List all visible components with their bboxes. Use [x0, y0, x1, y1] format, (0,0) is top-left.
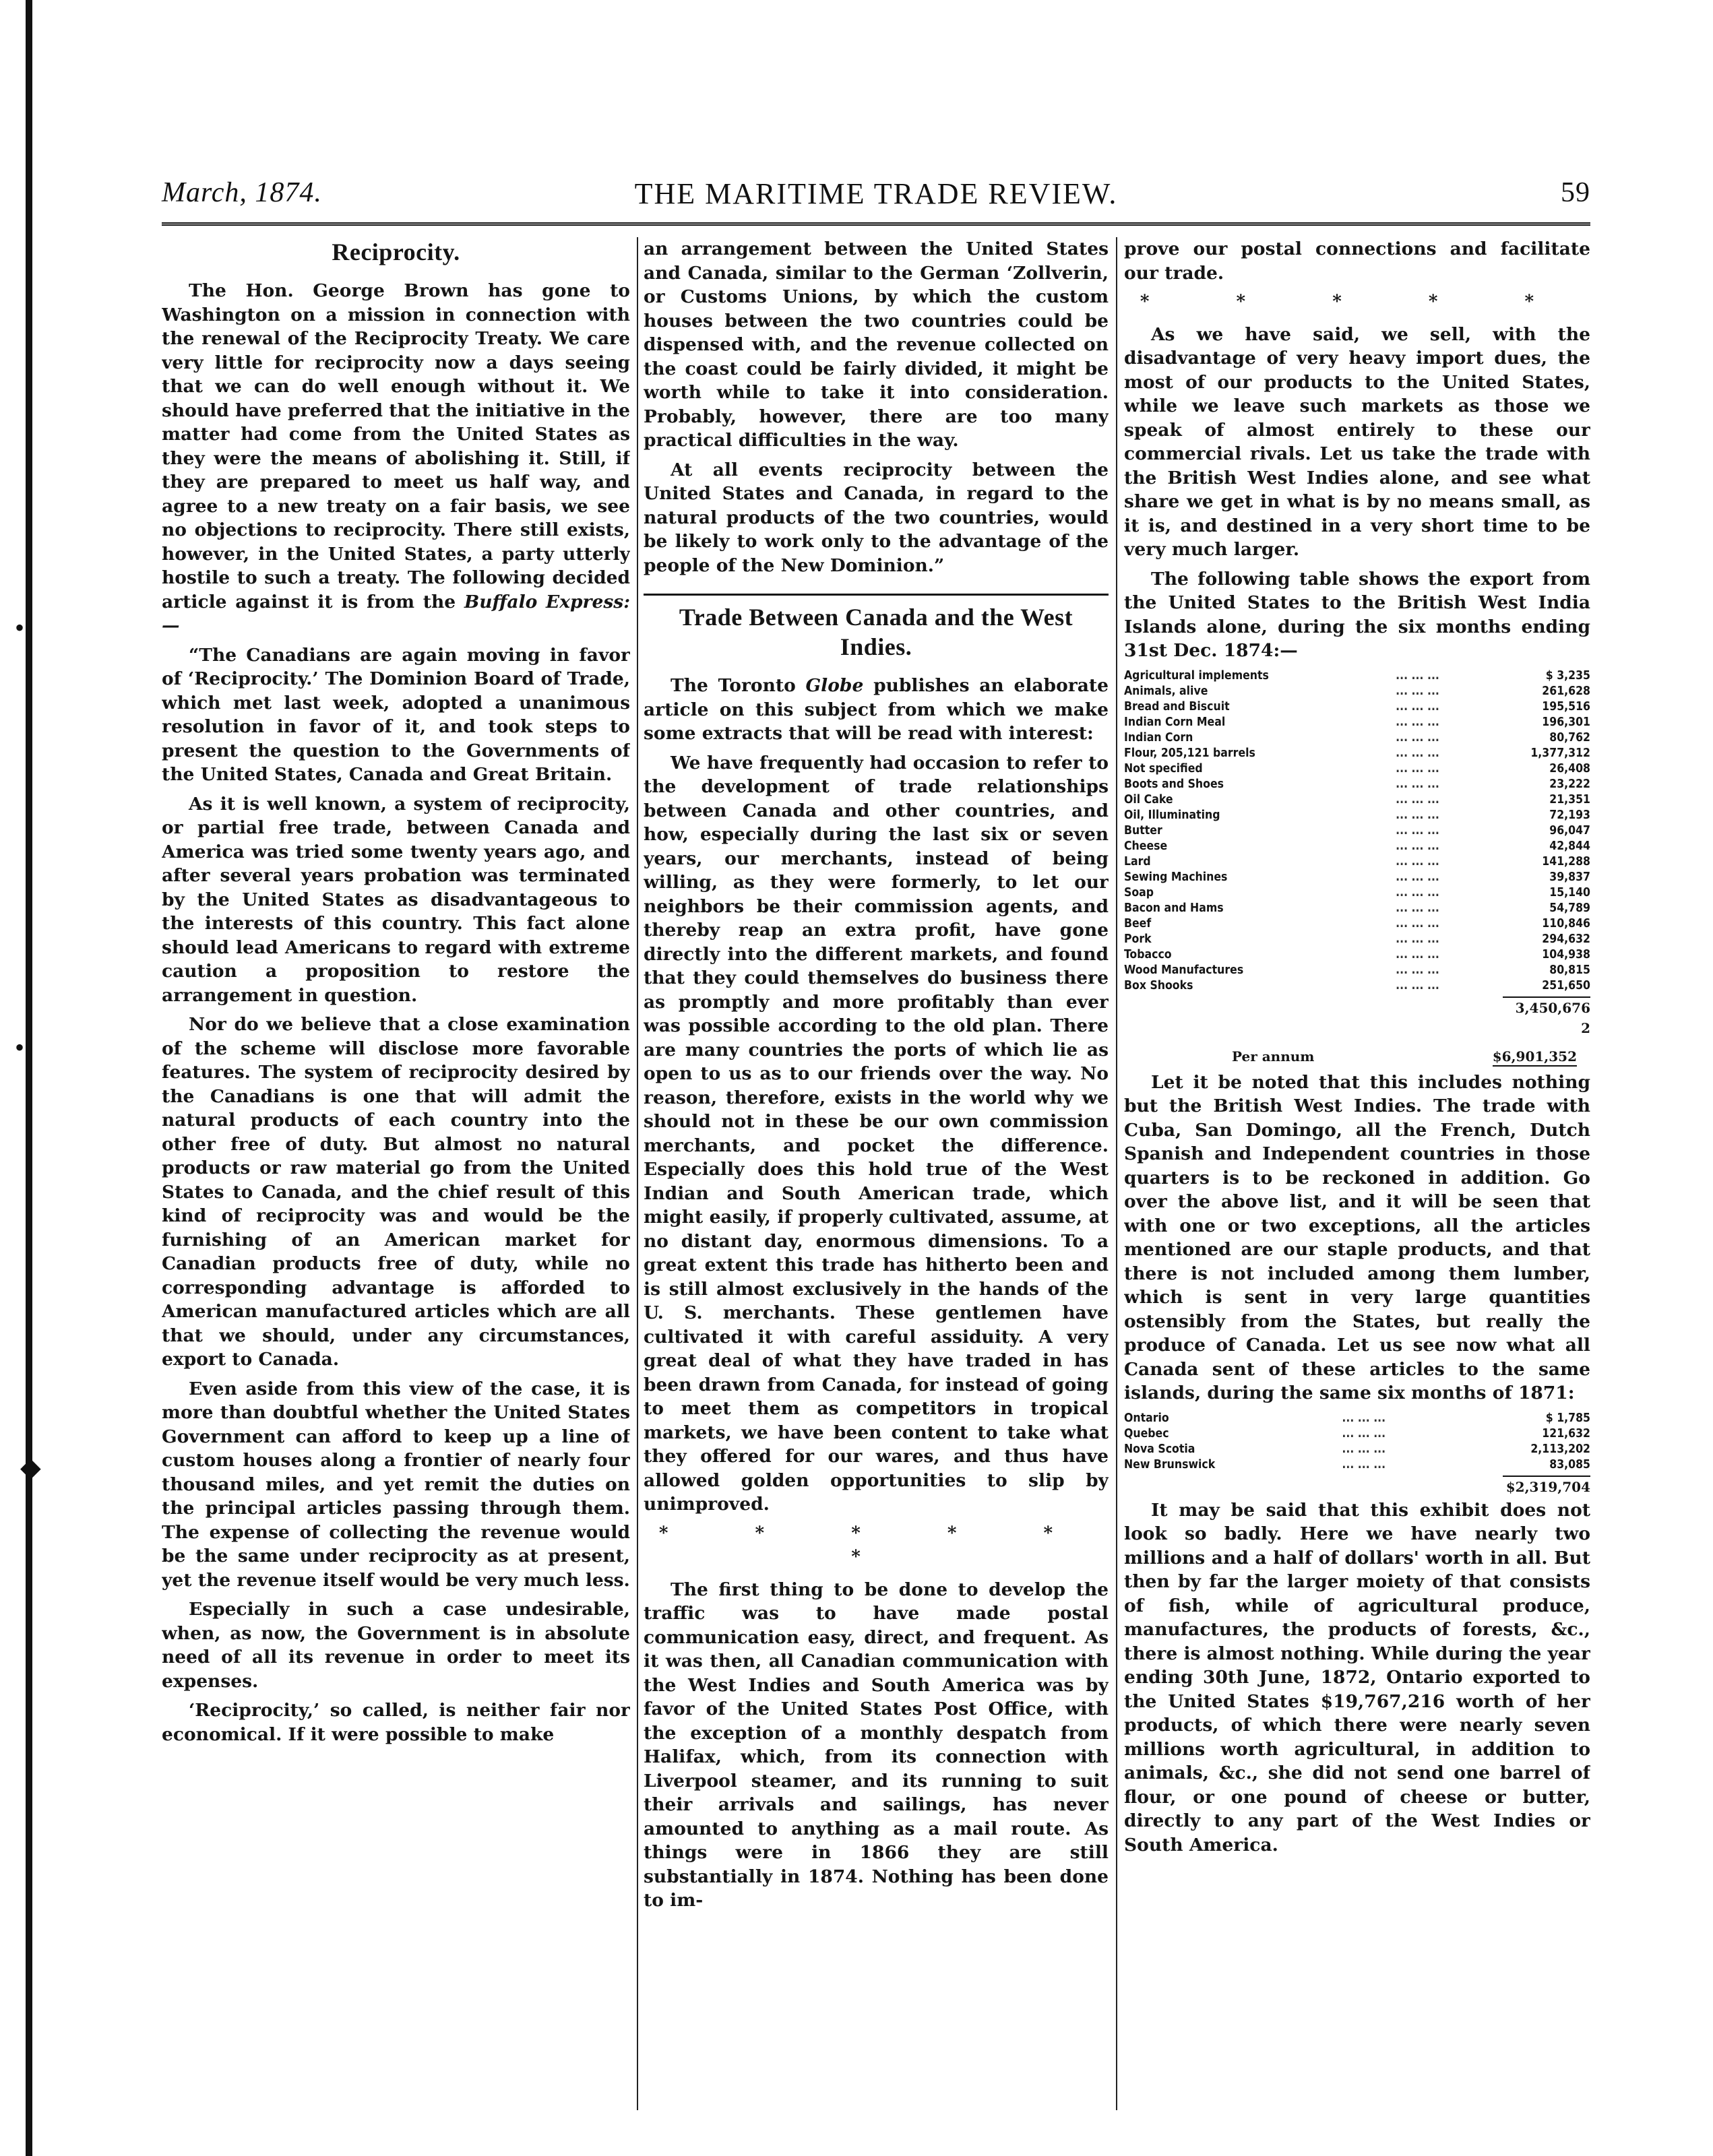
article-column-2 [644, 237, 1109, 2110]
row-value: 80,815 [1549, 963, 1590, 977]
row-value: 80,762 [1549, 730, 1590, 744]
row-value: 21,351 [1549, 792, 1590, 806]
row-label: Sewing Machines [1124, 870, 1228, 884]
row-label: Not specified [1124, 761, 1203, 775]
row-label: New Brunswick [1124, 1457, 1216, 1471]
leader-dots: ... ... ... [1396, 854, 1439, 868]
leader-dots: ... ... ... [1396, 870, 1439, 884]
export-row [1124, 963, 1590, 978]
province-row [1124, 1442, 1590, 1457]
row-label: Flour, 205,121 barrels [1124, 746, 1255, 760]
row-label: Lard [1124, 854, 1151, 868]
paragraph: Even aside from this view of the case, it is more than doubtful whether the United States Government can afford to keep up a line of custom houses along a frontier of nearly four thousand miles, and yet remit the duties on the principal articles passing through them. The expense of collecting the revenue would be the same under reciprocity as at present, yet the revenue itself would be very much less. [162, 1378, 630, 1591]
paragraph: Nor do we believe that a close examination of the scheme will disclose more favorable features. The system of reciprocity desired by the Canadians is one that will admit the natural products of each country into the other free of duty. But almost no natural products or raw material go from the United States to Canada, and the chief result of this kind of reciprocity was and would be the furnishing of an American market for Canadian products free of duty, while no corresponding advantage is afforded to American manufactured articles which are all that we should, under any circumstances, export to Canada. [162, 1014, 630, 1370]
canada-exports-table [1124, 1411, 1590, 1473]
export-row [1124, 684, 1590, 699]
paragraph-text: The Toronto [671, 675, 796, 696]
publication-title: THE MARITIME TRADE REVIEW. [634, 177, 1118, 210]
column-rule [637, 237, 638, 2110]
paragraph: The following table shows the export from the United States to the British West India Islands alone, during the six months ending 31st Dec. 1874:— [1124, 568, 1590, 661]
leader-dots: ... ... ... [1396, 668, 1439, 683]
export-row [1124, 777, 1590, 792]
us-exports-table [1124, 668, 1590, 994]
paragraph: As it is well known, a system of reciprocity, or partial free trade, between Canada and America was tried some twenty years ago, and after several years probation was terminated by the United States as disadvantageous to the interests of this country. This fact alone should lead Americans to regard with extreme caution a proposition to restore the arrangement in question. [162, 793, 630, 1006]
row-label: Wood Manufactures [1124, 963, 1244, 977]
issue-date: March, 1874. [162, 177, 322, 208]
leader-dots: ... ... ... [1396, 932, 1439, 946]
row-value: 23,222 [1549, 777, 1590, 791]
article-heading-reciprocity: Reciprocity. [332, 239, 460, 265]
export-row [1124, 715, 1590, 730]
export-row [1124, 916, 1590, 932]
paragraph: Let it be noted that this includes nothing but the British West Indies. The trade with Cuba, San Domingo, all the French, Dutch Spanish and Independent countries in those quarters is to be reckoned in addition. Go over the above list, and it will be seen that with one or two exceptions, all the articles mentioned are our staple products, and that there is not included among them lumber, which is sent in very large quantities ostensibly from the States, but really the produce of Canada. Let us see now what all Canada sent of these articles to the same islands, during the same six months of 1871: [1124, 1071, 1590, 1403]
leader-dots: ... ... ... [1342, 1426, 1386, 1440]
leader-dots: ... ... ... [1342, 1457, 1386, 1471]
paragraph-text: The Hon. George Brown has gone to Washington on a mission in connection with the renewal of the Reciprocity Treaty. We care very little for reciprocity now a days seeing that we can do well enough without it. We should have preferred that the initiative in the matter had come from the United States as they were the means of abolishing it. Still, if they are prepared to meet us half way, and agree to a new treaty on a fair basis, we see no objections to reciprocity. There still exists, however, in the United States, a party utterly hostile to such a treaty. The following decided article against it is from the [162, 280, 630, 612]
row-label: Ontario [1124, 1411, 1169, 1425]
row-label: Pork [1124, 932, 1152, 946]
export-row [1124, 808, 1590, 823]
row-value: 72,193 [1549, 808, 1590, 822]
row-value: 261,628 [1542, 684, 1590, 698]
exports-multiplier: 2 [1581, 1019, 1590, 1036]
row-value: 96,047 [1549, 823, 1590, 837]
paragraph: We have frequently had occasion to refer to the development of trade relationships between Canada and other countries, and how, especially during the last six or seven years, our merchants, instead of being willing, as they were formerly, to let our neighbors be their commission agents, and thereby reap an extra profit, have gone directly into the different markets, and found that they could themselves do business there as promptly and more profitably than ever was possible according to the old plan. There are many countries the ports of which lie as open to us as to our friends over the way. No reason, therefore, exists in the world why we should not in these be our own commission merchants, and pocket the difference. Especially does this hold true of the West Indian and South American trade, which might easily, if properly cultivated, assume, at no distant day, enormous dimensions. To a great extent this trade has hitherto been and is still almost exclusively in the hands of the U. S. merchants. These gentlemen have cultivated it with careful assiduity. A very great deal of what they have traded in has been drawn from Canada, for instead of going to meet them as competitors in tropical markets, we have been content to take what they offered for our wares, and thus have allowed golden opportunities to slip by unimproved. [644, 752, 1109, 1515]
row-label: Oil Cake [1124, 792, 1173, 806]
leader-dots: ... ... ... [1396, 699, 1439, 714]
page-number: 59 [1561, 177, 1590, 208]
province-row [1124, 1457, 1590, 1473]
row-label: Butter [1124, 823, 1162, 837]
paragraph: prove our postal connections and facilitate our trade. [1124, 239, 1590, 284]
export-row [1124, 823, 1590, 839]
paragraph [644, 674, 1109, 746]
leader-dots: ... ... ... [1396, 715, 1439, 729]
canada-total [1124, 1476, 1590, 1496]
leader-dots: ... ... ... [1396, 777, 1439, 791]
leader-dots: ... ... ... [1396, 963, 1439, 977]
paragraph: Especially in such a case undesirable, when, as now, the Government is in absolute need of all its revenue in order to meet its expenses. [162, 1599, 630, 1692]
leader-dots: ... ... ... [1396, 885, 1439, 899]
row-value: 251,650 [1542, 978, 1590, 992]
exports-total-value: 3,450,676 [1503, 996, 1590, 1017]
row-value: 1,377,312 [1530, 746, 1590, 760]
leader-dots: ... ... ... [1396, 823, 1439, 837]
leader-dots: ... ... ... [1396, 792, 1439, 806]
export-row [1124, 730, 1590, 746]
paragraph: ‘Reciprocity,’ so called, is neither fair nor economical. If it were possible to make [162, 1700, 630, 1745]
row-value: 2,113,202 [1530, 1442, 1590, 1456]
leader-dots: ... ... ... [1396, 684, 1439, 698]
export-row [1124, 746, 1590, 761]
row-label: Indian Corn Meal [1124, 715, 1226, 729]
leader-dots: ... ... ... [1396, 746, 1439, 760]
leader-dots: ... ... ... [1342, 1411, 1386, 1425]
row-value: 195,516 [1542, 699, 1590, 714]
paragraph: As we have said, we sell, with the disadvantage of very heavy import dues, the most of our products to the United States, while we leave such markets as those we speak of almost entirely to these our commercial rivals. Let us take the trade with the British West Indies alone, and see what share we get in what is by no means small, as it is, and destined in a very short time to be very much larger. [1124, 323, 1590, 560]
row-label: Bread and Biscuit [1124, 699, 1230, 714]
paragraph-text: publishes an elaborate article on this subject from which we make some extracts that will be read with interest: [644, 675, 1109, 744]
export-row [1124, 885, 1590, 901]
row-value: 196,301 [1542, 715, 1590, 729]
export-row [1124, 839, 1590, 854]
row-value: $ 3,235 [1545, 668, 1590, 683]
row-label: Animals, alive [1124, 684, 1208, 698]
row-label: Tobacco [1124, 947, 1172, 961]
export-row [1124, 870, 1590, 885]
row-label: Agricultural implements [1124, 668, 1269, 683]
row-value: 294,632 [1542, 932, 1590, 946]
row-value: 110,846 [1542, 916, 1590, 930]
per-annum-row [1124, 1048, 1590, 1067]
row-value: 121,632 [1542, 1426, 1590, 1440]
export-row [1124, 668, 1590, 684]
row-label: Indian Corn [1124, 730, 1193, 744]
section-break-stars: * * * * * * [658, 1523, 1094, 1567]
newspaper-name: Globe [805, 675, 864, 696]
paragraph: an arrangement between the United States and Canada, similar to the German ‘Zollverin, or Customs Unions, by which the custom houses between the two countries could be dispensed with, and the revenue collected on the coast could be fairly divided, it might be worth while to take it into consideration. Probably, however, there are too many practical difficulties in the way. [644, 239, 1109, 451]
export-row [1124, 761, 1590, 777]
source-citation: Buffalo Express:— [162, 591, 630, 636]
leader-dots: ... ... ... [1342, 1442, 1386, 1456]
row-value: 39,837 [1549, 870, 1590, 884]
leader-dots: ... ... ... [1396, 947, 1439, 961]
leader-dots: ... ... ... [1396, 839, 1439, 853]
row-label: Boots and Shoes [1124, 777, 1224, 791]
header-rule [162, 222, 1590, 226]
page-header [162, 177, 1590, 217]
leader-dots: ... ... ... [1396, 730, 1439, 744]
canada-total-value: $2,319,704 [1503, 1476, 1590, 1496]
leader-dots: ... ... ... [1396, 901, 1439, 915]
province-row [1124, 1411, 1590, 1426]
row-value: 26,408 [1549, 761, 1590, 775]
export-row [1124, 947, 1590, 963]
row-label: Cheese [1124, 839, 1168, 853]
binding-mark: • [15, 612, 25, 643]
exports-total [1124, 996, 1590, 1017]
row-value: 83,085 [1549, 1457, 1590, 1471]
leader-dots: ... ... ... [1396, 916, 1439, 930]
export-row [1124, 978, 1590, 994]
row-value: 141,288 [1542, 854, 1590, 868]
article-heading-west-indies-trade: Trade Between Canada and the West Indies. [644, 594, 1109, 662]
paragraph: “The Canadians are again moving in favor of ‘Reciprocity.’ The Dominion Board of Trade, which met last week, adopted a unanimous resolution in favor of it, and took steps to present the question to the Governments of the United States, Canada and Great Britain. [162, 644, 630, 785]
binding-mark: ◆ [20, 1452, 41, 1482]
paragraph: It may be said that this exhibit does not look so badly. Here we have nearly two millions and a half of dollars' worth in all. But then by far the larger moiety of that consists of fish, while of agricultural produce, manufactures, the products of forests, &c., there is almost nothing. While during the year ending 30th June, 1872, Ontario exported to the United States $19,767,216 worth of her products, of which there were nearly seven millions worth agricultural, in addition to animals, &c., she did not send one barrel of flour, or one pound of cheese or butter, directly to any part of the West Indies or South America. [1124, 1499, 1590, 1856]
row-value: 104,938 [1542, 947, 1590, 961]
row-value: 42,844 [1549, 839, 1590, 853]
row-label: Beef [1124, 916, 1152, 930]
article-column-3 [1124, 237, 1590, 2110]
article-column-1 [162, 237, 630, 2110]
paragraph [162, 279, 630, 638]
province-row [1124, 1426, 1590, 1442]
per-annum-label: Per annum [1232, 1048, 1315, 1065]
leader-dots: ... ... ... [1396, 808, 1439, 822]
export-row [1124, 854, 1590, 870]
export-row [1124, 932, 1590, 947]
export-row [1124, 699, 1590, 715]
row-label: Bacon and Hams [1124, 901, 1224, 915]
column-rule [1116, 237, 1117, 2110]
binding-mark: • [15, 1032, 25, 1063]
paragraph: At all events reciprocity between the United States and Canada, in regard to the natural products of the two countries, would be likely to work only to the advantage of the people of the New Dominion.” [644, 459, 1109, 576]
section-break-stars: * * * * * [1140, 292, 1575, 312]
row-value: 15,140 [1549, 885, 1590, 899]
row-label: Soap [1124, 885, 1154, 899]
page-binding-edge [26, 0, 32, 2156]
export-row [1124, 792, 1590, 808]
leader-dots: ... ... ... [1396, 978, 1439, 992]
row-value: 54,789 [1549, 901, 1590, 915]
export-row [1124, 901, 1590, 916]
leader-dots: ... ... ... [1396, 761, 1439, 775]
row-label: Nova Scotia [1124, 1442, 1195, 1456]
row-label: Quebec [1124, 1426, 1169, 1440]
row-label: Oil, Illuminating [1124, 808, 1220, 822]
row-value: $ 1,785 [1545, 1411, 1590, 1425]
per-annum-value: $6,901,352 [1493, 1048, 1577, 1067]
paragraph: The first thing to be done to develop the traffic was to have made postal communication easy, direct, and frequent. As it was then, all Canadian communication with the West Indies and South America was by favor of the United States Post Office, with the exception of a monthly despatch from Halifax, which, from its connection with Liverpool steamer, and its running to suit their arrivals and sailings, has never amounted to anything as a mail route. As things were in 1866 they are still substantially in 1874. Nothing has been done to im- [644, 1579, 1109, 1911]
row-label: Box Shooks [1124, 978, 1193, 992]
